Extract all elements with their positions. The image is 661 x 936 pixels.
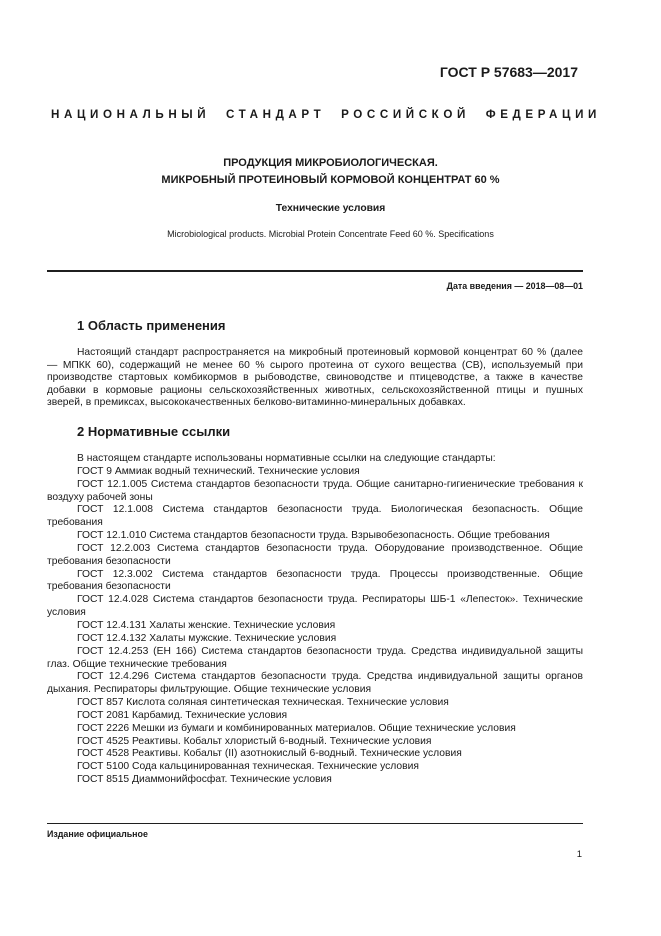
reference-item: ГОСТ 12.4.132 Халаты мужские. Технические условия <box>77 632 337 644</box>
national-standard-heading: НАЦИОНАЛЬНЫЙ СТАНДАРТ РОССИЙСКОЙ ФЕДЕРАЦИИ <box>51 108 601 121</box>
official-edition-label: Издание официальное <box>47 829 148 839</box>
introduction-date: Дата введения — 2018—08—01 <box>446 281 583 291</box>
english-title: Microbiological products. Microbial Protein Concentrate Feed 60 %. Specifications <box>167 229 494 239</box>
section-1-heading: 1 Область применения <box>77 318 226 333</box>
reference-item: ГОСТ 12.4.296 Система стандартов безопасности труда. Средства индивидуальной защиты органов дыхания. Респираторы фильтрующие. Общие технические условия <box>47 671 583 696</box>
document-title-line-2: МИКРОБНЫЙ ПРОТЕИНОВЫЙ КОРМОВОЙ КОНЦЕНТРАТ 60 % <box>161 174 500 186</box>
reference-item: ГОСТ 12.1.005 Система стандартов безопасности труда. Общие санитарно-гигиенические требования к воздуху рабочей зоны <box>47 478 583 503</box>
reference-item: ГОСТ 12.4.253 (ЕН 166) Система стандартов безопасности труда. Средства индивидуальной защиты глаз. Общие технические требования <box>47 645 583 670</box>
footer-divider <box>47 823 583 824</box>
reference-item: ГОСТ 8515 Диаммонийфосфат. Технические условия <box>77 774 332 786</box>
section-1-text: Настоящий стандарт распространяется на микробный протеиновый кормовой концентрат 60 % (далее — МПКК 60), содержащий не менее 60 % сырого протеина от сухого вещества (СВ), используемый при производстве стартовых комбикормов в рыбоводстве, свиноводстве и птицеводстве, а также в качестве добавки в кормовые рационы сельскохозяйственных животных, сельскохозяйственной птицы и пушных зверей, в премиксах, высококачественных белково-витаминно-минеральных добавках. <box>47 347 583 409</box>
reference-item: ГОСТ 12.2.003 Система стандартов безопасности труда. Оборудование производственное. Общие требования безопасности <box>47 542 583 567</box>
reference-item: ГОСТ 12.3.002 Система стандартов безопасности труда. Процессы производственные. Общие требования безопасности <box>47 568 583 593</box>
page-number: 1 <box>576 849 582 860</box>
title-divider <box>47 270 583 272</box>
reference-item: ГОСТ 12.4.028 Система стандартов безопасности труда. Респираторы ШБ-1 «Лепесток». Технические условия <box>47 594 583 619</box>
reference-item: ГОСТ 12.4.131 Халаты женские. Технические условия <box>77 619 336 631</box>
document-subtitle: Технические условия <box>275 203 386 214</box>
reference-item: ГОСТ 4525 Реактивы. Кобальт хлористый 6-водный. Технические условия <box>77 735 432 747</box>
document-title-line-1: ПРОДУКЦИЯ МИКРОБИОЛОГИЧЕСКАЯ. <box>223 157 438 169</box>
reference-item: ГОСТ 4528 Реактивы. Кобальт (II) азотнокислый 6-водный. Технические условия <box>77 748 462 760</box>
reference-item: ГОСТ 2226 Мешки из бумаги и комбинированных материалов. Общие технические условия <box>77 722 516 734</box>
reference-item: ГОСТ 12.1.010 Система стандартов безопасности труда. Взрывобезопасность. Общие требования <box>77 530 550 542</box>
reference-item: ГОСТ 5100 Сода кальцинированная техническая. Технические условия <box>77 761 419 773</box>
reference-item: ГОСТ 857 Кислота соляная синтетическая техническая. Технические условия <box>77 697 449 709</box>
references-intro: В настоящем стандарте использованы нормативные ссылки на следующие стандарты: <box>77 453 496 464</box>
reference-item: ГОСТ 12.1.008 Система стандартов безопасности труда. Биологическая безопасность. Общие требования <box>47 504 583 529</box>
reference-item: ГОСТ 9 Аммиак водный технический. Технические условия <box>77 465 360 477</box>
section-2-heading: 2 Нормативные ссылки <box>77 424 231 439</box>
normative-references <box>47 453 583 787</box>
reference-item: ГОСТ 2081 Карбамид. Технические условия <box>77 709 288 721</box>
document-id: ГОСТ Р 57683—2017 <box>439 64 578 80</box>
